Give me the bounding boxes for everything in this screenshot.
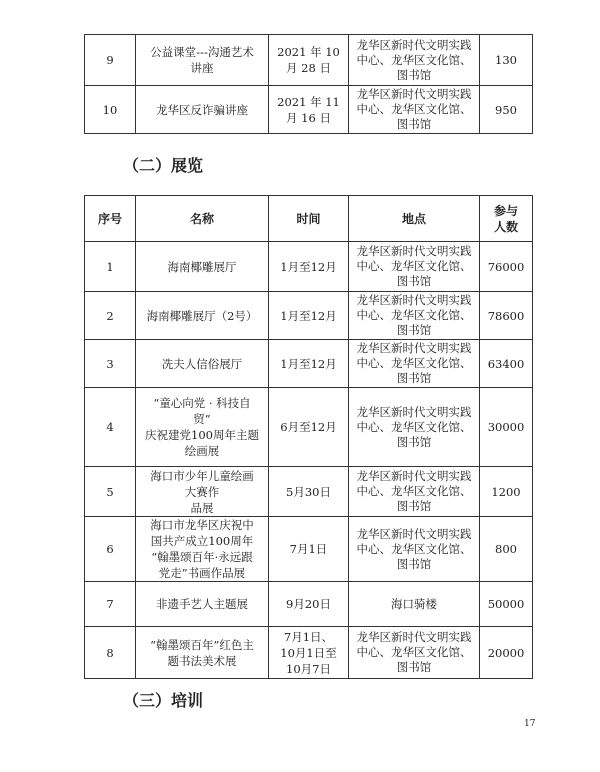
cell-time: 1月至12月 bbox=[269, 340, 349, 388]
cell-name: 海南椰雕展厅 bbox=[136, 242, 269, 292]
cell-no: 9 bbox=[85, 35, 136, 86]
cell-count: 800 bbox=[480, 517, 533, 582]
cell-time: 6月至12月 bbox=[269, 388, 349, 467]
cell-no: 2 bbox=[85, 292, 136, 340]
table-header-row bbox=[85, 196, 533, 242]
cell-count: 78600 bbox=[480, 292, 533, 340]
top-table bbox=[84, 34, 533, 134]
cell-location: 龙华区新时代文明实践 中心、龙华区文化馆、 图书馆 bbox=[349, 388, 480, 467]
cell-name: 龙华区反诈骗讲座 bbox=[136, 86, 269, 134]
cell-location: 龙华区新时代文明实践 中心、龙华区文化馆、 图书馆 bbox=[349, 467, 480, 517]
cell-count: 130 bbox=[480, 35, 533, 86]
cell-no: 5 bbox=[85, 467, 136, 517]
table-row bbox=[85, 388, 533, 467]
cell-time: 2021 年 11 月 16 日 bbox=[269, 86, 349, 134]
cell-time: 2021 年 10 月 28 日 bbox=[269, 35, 349, 86]
cell-name: 海南椰雕展厅（2号） bbox=[136, 292, 269, 340]
cell-no: 8 bbox=[85, 627, 136, 679]
section-heading-training: （三）培训 bbox=[123, 691, 204, 710]
cell-location: 龙华区新时代文明实践 中心、龙华区文化馆、 图书馆 bbox=[349, 340, 480, 388]
cell-no: 10 bbox=[85, 86, 136, 134]
header-location: 地点 bbox=[349, 196, 480, 242]
cell-name: 海口市龙华区庆祝中 国共产成立100周年 “翰墨颂百年·永远跟 党走”书画作品展 bbox=[136, 517, 269, 582]
header-time: 时间 bbox=[269, 196, 349, 242]
table-row bbox=[85, 627, 533, 679]
page-number: 17 bbox=[524, 719, 536, 729]
cell-count: 50000 bbox=[480, 582, 533, 627]
cell-name: 非遗手艺人主题展 bbox=[136, 582, 269, 627]
cell-time: 5月30日 bbox=[269, 467, 349, 517]
cell-no: 3 bbox=[85, 340, 136, 388]
table-row bbox=[85, 242, 533, 292]
table-row bbox=[85, 340, 533, 388]
header-name: 名称 bbox=[136, 196, 269, 242]
cell-location: 海口骑楼 bbox=[349, 582, 480, 627]
table-row bbox=[85, 517, 533, 582]
cell-name: 海口市少年儿童绘画 大赛作 品展 bbox=[136, 467, 269, 517]
cell-location: 龙华区新时代文明实践 中心、龙华区文化馆、 图书馆 bbox=[349, 242, 480, 292]
header-no: 序号 bbox=[85, 196, 136, 242]
exhibition-table bbox=[84, 195, 533, 679]
cell-location: 龙华区新时代文明实践 中心、龙华区文化馆、 图书馆 bbox=[349, 86, 480, 134]
table-row bbox=[85, 467, 533, 517]
cell-name: 冼夫人信俗展厅 bbox=[136, 340, 269, 388]
cell-name: “童心向党 · 科技自 贸” 庆祝建党100周年主题 绘画展 bbox=[136, 388, 269, 467]
cell-time: 7月1日、 10月1日至 10月7日 bbox=[269, 627, 349, 679]
cell-count: 20000 bbox=[480, 627, 533, 679]
table-row bbox=[85, 86, 533, 134]
cell-location: 龙华区新时代文明实践 中心、龙华区文化馆、 图书馆 bbox=[349, 517, 480, 582]
cell-count: 1200 bbox=[480, 467, 533, 517]
cell-time: 1月至12月 bbox=[269, 292, 349, 340]
cell-name: “翰墨颂百年”红色主 题书法美术展 bbox=[136, 627, 269, 679]
cell-location: 龙华区新时代文明实践 中心、龙华区文化馆、 图书馆 bbox=[349, 292, 480, 340]
cell-count: 76000 bbox=[480, 242, 533, 292]
table-row bbox=[85, 582, 533, 627]
cell-count: 63400 bbox=[480, 340, 533, 388]
cell-no: 6 bbox=[85, 517, 136, 582]
cell-time: 7月1日 bbox=[269, 517, 349, 582]
cell-no: 7 bbox=[85, 582, 136, 627]
table-row bbox=[85, 292, 533, 340]
header-count: 参与 人数 bbox=[480, 196, 533, 242]
section-heading-exhibition: （二）展览 bbox=[123, 156, 204, 175]
cell-time: 1月至12月 bbox=[269, 242, 349, 292]
table-row bbox=[85, 35, 533, 86]
cell-count: 950 bbox=[480, 86, 533, 134]
cell-time: 9月20日 bbox=[269, 582, 349, 627]
cell-name: 公益课堂---沟通艺术 讲座 bbox=[136, 35, 269, 86]
cell-location: 龙华区新时代文明实践 中心、龙华区文化馆、 图书馆 bbox=[349, 35, 480, 86]
cell-count: 30000 bbox=[480, 388, 533, 467]
cell-no: 4 bbox=[85, 388, 136, 467]
cell-no: 1 bbox=[85, 242, 136, 292]
cell-location: 龙华区新时代文明实践 中心、龙华区文化馆、 图书馆 bbox=[349, 627, 480, 679]
